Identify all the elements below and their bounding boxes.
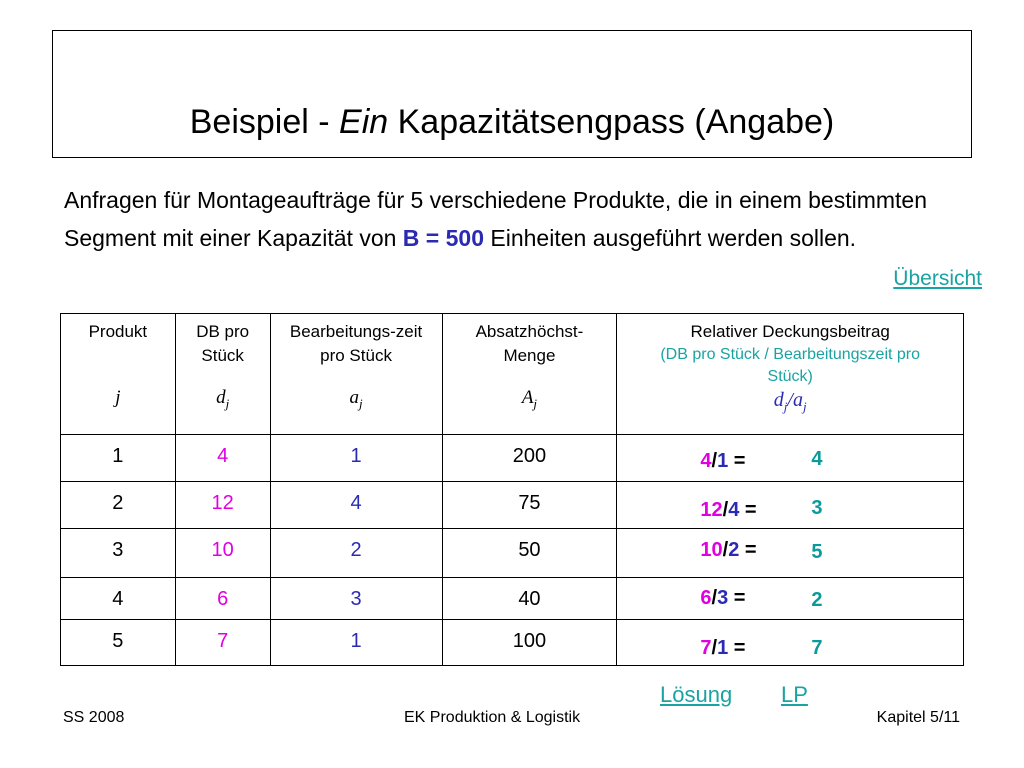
- product-table: [60, 313, 964, 666]
- title-box: [52, 30, 972, 158]
- loesung-link[interactable]: Lösung: [660, 682, 733, 707]
- uebersicht-link[interactable]: Übersicht: [893, 267, 982, 290]
- footer-chapter: Kapitel 5/11: [876, 709, 960, 726]
- intro-text: Anfragen für Montageaufträge für 5 verschiedene Produkte, die in einem bestimmten Segment mit einer Kapazität von B = 500 Einheiten ausgeführt werden sollen.: [64, 187, 927, 251]
- header-relativ-note: (DB pro Stück / Bearbeitungszeit pro Stück): [660, 346, 921, 385]
- table-row: 4 6 3 40 6/3 = 2: [61, 578, 964, 620]
- header-db: DB pro Stück $d_j$: [175, 314, 270, 435]
- footer-course: EK Produktion & Logistik: [404, 709, 581, 726]
- table-row: 3 10 2 50 10/2 = 5: [61, 529, 964, 578]
- footer-semester: SS 2008: [63, 709, 125, 726]
- table-row: 2 12 4 75 12/4 = 3: [61, 482, 964, 529]
- header-zeit: Bearbeitungs-zeit pro Stück $a_j$: [270, 314, 442, 435]
- table-row: 5 7 1 100 7/1 = 7: [61, 620, 964, 666]
- table-row: 1 4 1 200 4/1 = 4: [61, 435, 964, 482]
- header-relativ: Relativer Deckungsbeitrag (DB pro Stück / Bearbeitungszeit pro Stück) $d_j/a_j$: [617, 314, 964, 435]
- slide-title: Beispiel - Ein Kapazitätsengpass (Angabe): [189, 103, 835, 141]
- header-menge: Absatzhöchst-Menge $A_j$: [442, 314, 617, 435]
- table-header-row: [61, 314, 964, 435]
- capacity-value: B = 500: [402, 225, 484, 251]
- header-produkt: Produkt j: [61, 314, 176, 435]
- lp-link[interactable]: LP: [781, 682, 808, 707]
